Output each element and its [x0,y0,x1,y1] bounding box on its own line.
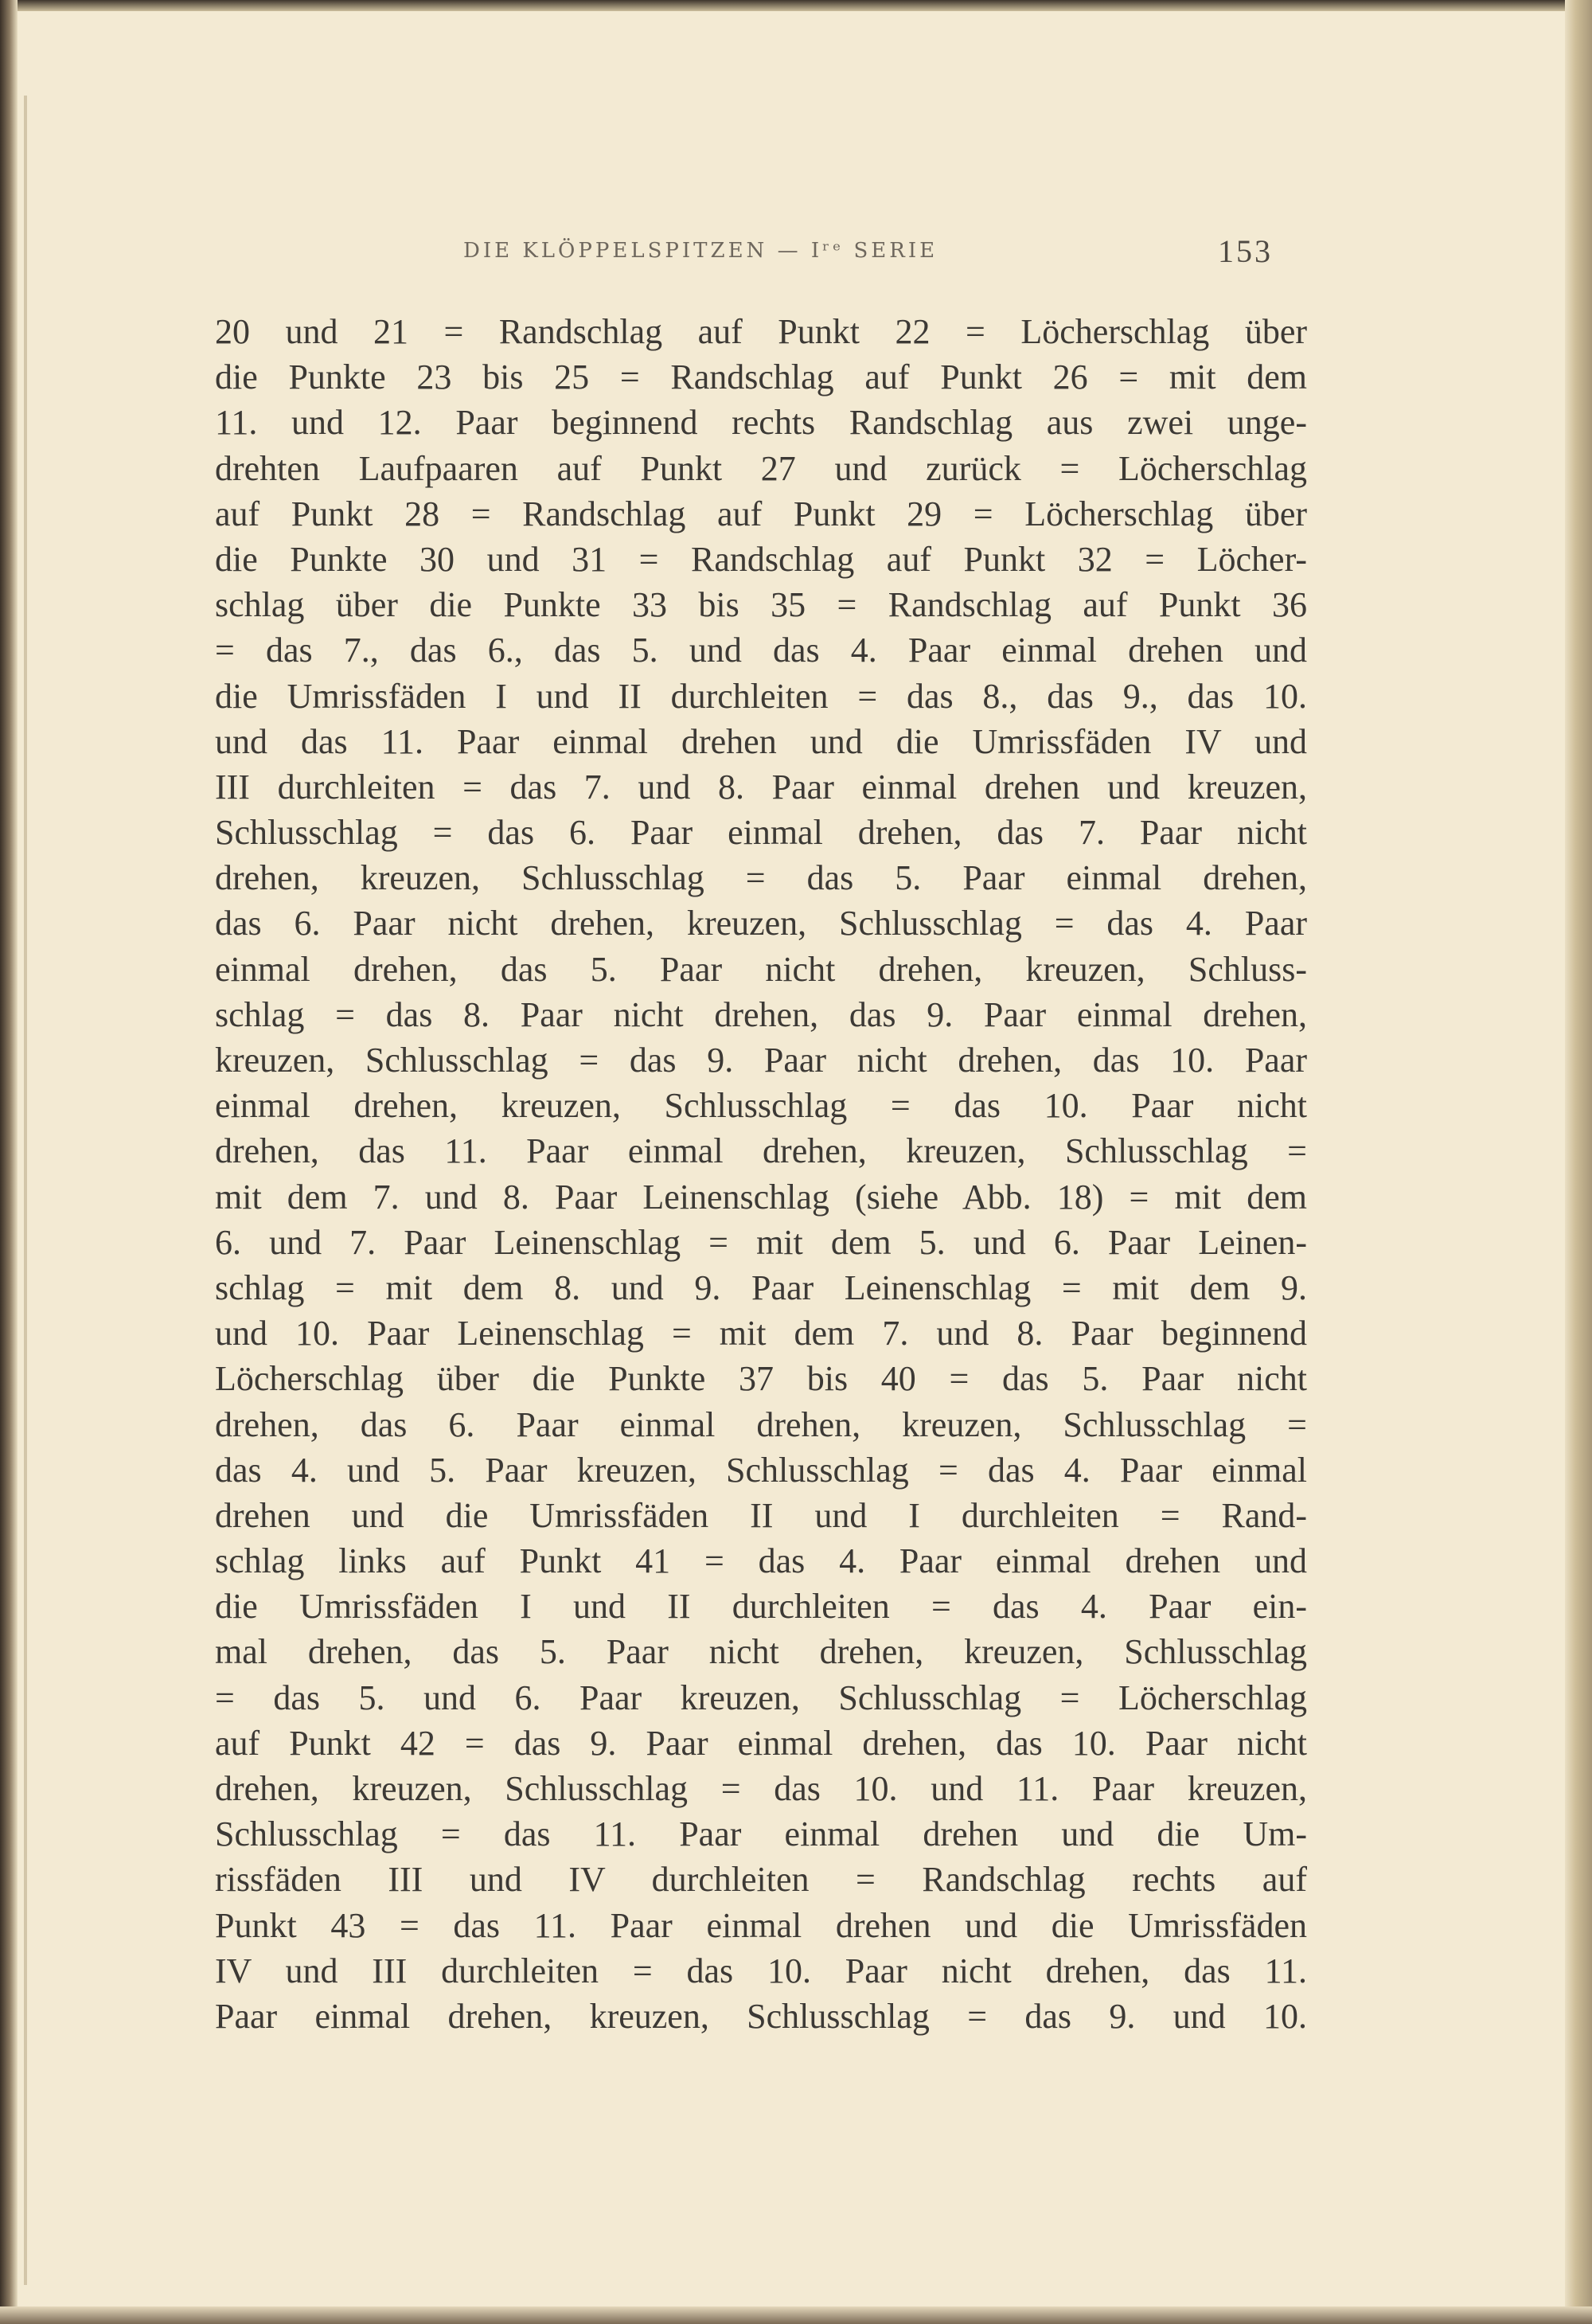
text-line: auf Punkt 28 = Randschlag auf Punkt 29 = Löcherschlag über [215,494,1307,533]
text-line: drehen, das 11. Paar einmal drehen, kreuzen, Schlusschlag = [215,1131,1307,1171]
page-right-edge [1565,0,1592,2324]
text-line: schlag über die Punkte 33 bis 35 = Randschlag auf Punkt 36 [215,585,1307,625]
running-head: DIE KLÖPPELSPITZEN — Iʳᵉ SERIE [463,239,938,263]
text-line: Punkt 43 = das 11. Paar einmal drehen und die Umrissfäden [215,1905,1307,1945]
text-line: das 4. und 5. Paar kreuzen, Schlusschlag = das 4. Paar einmal [215,1450,1307,1490]
text-line: die Punkte 23 bis 25 = Randschlag auf Punkt 26 = mit dem [215,357,1307,397]
page-left-edge [0,0,18,2324]
text-line: drehen, kreuzen, Schlusschlag = das 5. Paar einmal drehen, [215,858,1307,898]
body-text [215,309,1307,2039]
text-line: und das 11. Paar einmal drehen und die Umrissfäden IV und [215,721,1307,761]
text-line: einmal drehen, kreuzen, Schlusschlag = das 10. Paar nicht [215,1086,1307,1126]
page-bottom-edge [0,2306,1592,2324]
text-line: = das 7., das 6., das 5. und das 4. Paar einmal drehen und [215,631,1307,670]
text-line: auf Punkt 42 = das 9. Paar einmal drehen, das 10. Paar nicht [215,1723,1307,1763]
text-line: drehten Laufpaaren auf Punkt 27 und zurück = Löcherschlag [215,448,1307,488]
text-line: mal drehen, das 5. Paar nicht drehen, kreuzen, Schlusschlag [215,1632,1307,1672]
text-line: 6. und 7. Paar Leinenschlag = mit dem 5. und 6. Paar Leinen- [215,1222,1307,1262]
text-line: schlag = das 8. Paar nicht drehen, das 9. Paar einmal drehen, [215,994,1307,1034]
text-line: Schlusschlag = das 11. Paar einmal drehen und die Um- [215,1814,1307,1854]
text-line: rissfäden III und IV durchleiten = Randschlag rechts auf [215,1860,1307,1900]
text-line: die Umrissfäden I und II durchleiten = das 8., das 9., das 10. [215,676,1307,716]
text-line: drehen, das 6. Paar einmal drehen, kreuzen, Schlusschlag = [215,1404,1307,1444]
text-line: IV und III durchleiten = das 10. Paar nicht drehen, das 11. [215,1951,1307,1990]
text-line: das 6. Paar nicht drehen, kreuzen, Schlusschlag = das 4. Paar [215,904,1307,943]
text-line: 20 und 21 = Randschlag auf Punkt 22 = Löcherschlag über [215,312,1307,351]
text-line: die Umrissfäden I und II durchleiten = das 4. Paar ein- [215,1587,1307,1627]
text-line: und 10. Paar Leinenschlag = mit dem 7. und 8. Paar beginnend [215,1314,1307,1353]
gutter-shadow [24,96,27,2285]
text-line: Schlusschlag = das 6. Paar einmal drehen, das 7. Paar nicht [215,813,1307,853]
text-line: mit dem 7. und 8. Paar Leinenschlag (siehe Abb. 18) = mit dem [215,1177,1307,1217]
text-line: = das 5. und 6. Paar kreuzen, Schlusschlag = Löcherschlag [215,1678,1307,1717]
text-line: Paar einmal drehen, kreuzen, Schlusschlag = das 9. und 10. [215,1996,1307,2036]
text-line: die Punkte 30 und 31 = Randschlag auf Punkt 32 = Löcher- [215,539,1307,579]
text-line: drehen, kreuzen, Schlusschlag = das 10. und 11. Paar kreuzen, [215,1769,1307,1808]
text-line: schlag links auf Punkt 41 = das 4. Paar einmal drehen und [215,1541,1307,1581]
text-line: III durchleiten = das 7. und 8. Paar einmal drehen und kreuzen, [215,767,1307,807]
text-line: drehen und die Umrissfäden II und I durchleiten = Rand- [215,1495,1307,1535]
page-number: 153 [1218,233,1273,269]
page-top-edge [0,0,1592,11]
text-line: kreuzen, Schlusschlag = das 9. Paar nicht drehen, das 10. Paar [215,1041,1307,1080]
text-line: 11. und 12. Paar beginnend rechts Randschlag aus zwei unge- [215,403,1307,443]
text-line: einmal drehen, das 5. Paar nicht drehen, kreuzen, Schluss- [215,949,1307,989]
text-line: Löcherschlag über die Punkte 37 bis 40 = das 5. Paar nicht [215,1359,1307,1399]
text-line: schlag = mit dem 8. und 9. Paar Leinenschlag = mit dem 9. [215,1267,1307,1307]
